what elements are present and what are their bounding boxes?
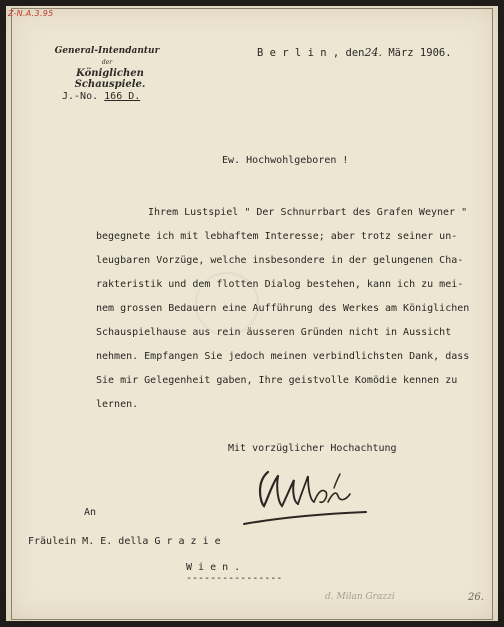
pencil-note: d. Milan Grazzi [325, 592, 395, 602]
letterhead-line3: Königlichen Schauspiele. [74, 68, 146, 90]
letterhead-line2: der [101, 59, 113, 66]
body-line: rakteristik und dem flotten Dialog bestehen, kann ich zu mei- [96, 279, 464, 290]
body-line: Schauspielhause aus rein äusseren Gründen nicht in Aussicht [96, 327, 452, 338]
letter-date [257, 46, 452, 59]
salutation: Ew. Hochwohlgeboren ! [222, 155, 349, 166]
reference-value: 166 D. [104, 91, 141, 102]
address-underline: ---------------- [186, 573, 283, 584]
body-line: Sie mir Gelegenheit gaben, Ihre geistvolle Komödie kennen zu [96, 375, 458, 386]
reference-prefix: J.-No. [62, 91, 99, 102]
handwritten-signature [238, 462, 378, 534]
body-line: leugbaren Vorzüge, welche insbesondere in der gelungenen Cha- [96, 255, 464, 266]
date-prefix: den [345, 47, 365, 59]
body-line: lernen. [96, 399, 139, 410]
date-city: B e r l i n , [257, 47, 340, 59]
address-to: An [84, 507, 97, 518]
reference-number [62, 91, 140, 102]
address-city: W i e n . [186, 562, 241, 573]
date-rest: März 1906. [388, 47, 452, 59]
closing: Mit vorzüglicher Hochachtung [228, 443, 397, 454]
address-name: Fräulein M. E. della G r a z i e [28, 536, 221, 547]
page-number: 26. [468, 592, 484, 603]
body-line: begegnete ich mit lebhaftem Interesse; aber trotz seiner un- [96, 231, 458, 242]
date-day: 24. [364, 46, 382, 59]
body-line: nehmen. Empfangen Sie jedoch meinen verbindlichsten Dank, dass [96, 351, 470, 362]
archive-stamp: Z-N.A.3.95 [8, 9, 54, 18]
body-line: nem grossen Bedauern eine Aufführung des Werkes am Königlichen [96, 303, 470, 314]
body-line: Ihrem Lustspiel " Der Schnurrbart des Grafen Weyner " [148, 207, 468, 218]
letterhead-line1: General-Intendantur [54, 46, 160, 56]
